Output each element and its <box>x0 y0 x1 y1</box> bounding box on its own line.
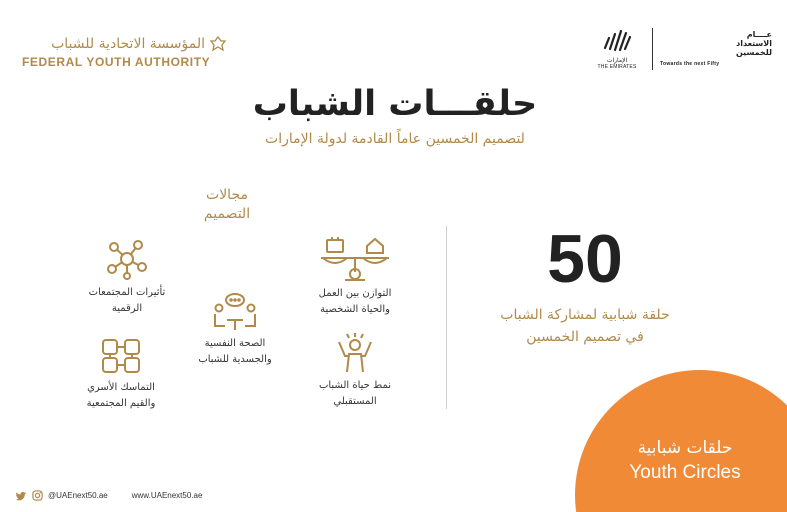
emirates-arabic-text: الإمارات <box>606 57 628 64</box>
design-area-future-lifestyle <box>300 332 410 410</box>
emirates-brand-icon <box>601 28 633 52</box>
design-area-mental-physical-health <box>180 292 290 368</box>
fifty-line-1: عــــام <box>746 30 772 39</box>
design-area-label: والحياة الشخصية <box>320 304 390 315</box>
org-name-english: FEDERAL YOUTH AUTHORITY <box>22 55 211 69</box>
the-emirates-logo <box>597 28 637 70</box>
badge-arabic-text: حلقات شبابية <box>637 438 733 458</box>
circles-description: حلقة شبابية لمشاركة الشباب في تصميم الخمسين <box>500 307 670 345</box>
design-area-digital-communities <box>72 237 182 317</box>
design-area-label: والقيم المجتمعية <box>86 398 156 409</box>
design-area-label: نمط حياة الشباب <box>318 380 392 391</box>
design-area-label: المستقبلي <box>333 396 377 407</box>
logo-divider <box>652 28 653 70</box>
fifty-line-3: للخمسين <box>735 48 772 57</box>
celebrating-person-icon <box>333 332 377 374</box>
section-divider <box>446 226 447 409</box>
design-area-label: التماسك الأسري <box>87 382 155 393</box>
design-area-label: التوازن بين العمل <box>318 288 392 299</box>
circles-count: 50 <box>547 221 623 297</box>
page-title: حلقـــات الشباب <box>252 84 538 124</box>
design-area-label: الرقمية <box>111 303 143 314</box>
design-area-work-life-balance <box>300 236 410 318</box>
website-link[interactable]: www.UAEnext50.ae <box>131 491 203 500</box>
network-icon <box>100 237 154 281</box>
falcon-crest-icon <box>209 36 227 52</box>
design-area-label: والجسدية للشباب <box>198 354 272 365</box>
twitter-icon[interactable] <box>16 490 27 501</box>
design-area-label: الصحة النفسية <box>204 338 266 349</box>
page-subtitle: لتصميم الخمسين عاماً القادمة لدولة الإمارات <box>265 131 525 147</box>
social-handle[interactable]: @UAEnext50.ae <box>48 491 108 500</box>
year-of-fifty-logo <box>660 30 772 67</box>
instagram-icon[interactable] <box>32 490 43 501</box>
design-area-label: تأثيرات المجتمعات <box>88 287 166 298</box>
scales-icon <box>315 236 395 282</box>
conversation-icon <box>205 292 265 332</box>
emirates-english-text: THE EMIRATES <box>597 64 637 70</box>
org-name-arabic: المؤسسة الاتحادية للشباب <box>51 36 205 52</box>
footer <box>16 490 202 501</box>
fifty-line-2: الاستعداد <box>736 39 772 48</box>
badge-english-text: Youth Circles <box>629 462 741 483</box>
fifty-english-text: Towards the next Fifty <box>660 61 720 67</box>
design-areas-heading: مجالات التصميم <box>203 187 251 222</box>
linked-hands-icon <box>99 336 143 376</box>
federal-youth-authority-logo <box>22 36 227 69</box>
design-area-family-cohesion <box>62 336 180 412</box>
